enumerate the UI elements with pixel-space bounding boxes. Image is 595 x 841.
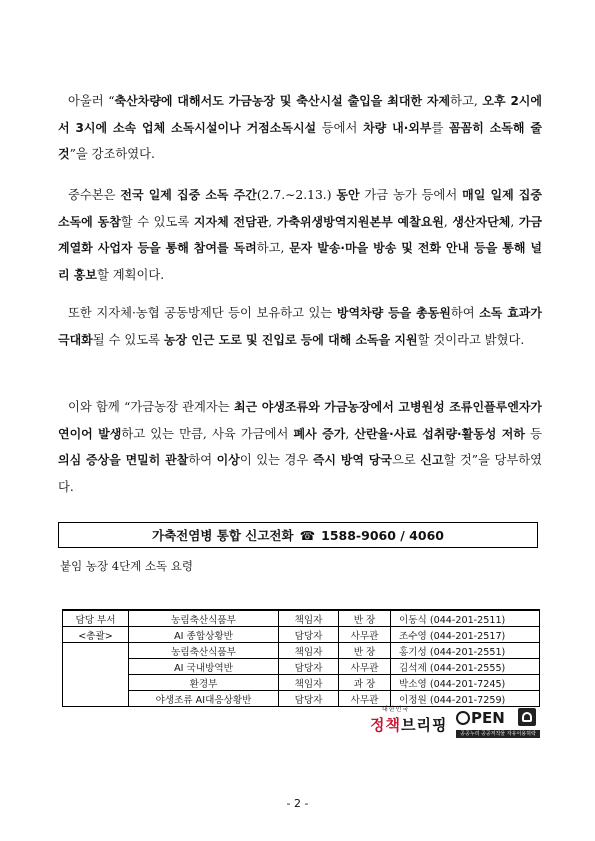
emphasis-text: 이상 — [216, 453, 240, 467]
emphasis-text: 방역차량 등을 총동원 — [336, 306, 451, 320]
attachment-line: 붙임 농장 4단계 소독 요령 — [60, 559, 194, 573]
body-text: , — [510, 214, 519, 229]
body-text: 으로 — [392, 453, 421, 467]
emphasis-text: 농장 인근 도로 및 진입로 등에 대해 소독을 지원 — [163, 332, 418, 347]
body-text: 할 계획이다. — [96, 267, 165, 282]
open-license-logo — [456, 706, 540, 740]
body-text: 하고, — [450, 94, 483, 108]
hotline-box — [58, 522, 538, 548]
body-text: 등에서 — [316, 120, 364, 135]
dept-empty — [63, 643, 129, 707]
paragraph-3 — [58, 300, 542, 353]
emphasis-text: 폐사 증가 — [293, 426, 346, 441]
body-text: 할 수 있도록 — [120, 214, 194, 229]
body-text: 하여 — [188, 453, 217, 467]
emphasis-text: 최근 야생조류와 가금농장에서 고병원성 조류인플루엔자가 연이어 발생 — [58, 400, 543, 441]
role-cell: 책임자 — [279, 643, 339, 659]
emphasis-text: 산란율·사료 섭취량·활동성 저하 — [354, 426, 525, 441]
person-cell: 홍기성 (044-201-2551) — [391, 643, 540, 659]
emphasis-text: 축산차량에 대해서도 가금농장 및 축산시설 출입을 최대한 자제 — [114, 94, 451, 108]
emphasis-text: 차량 내·외부 — [363, 120, 432, 135]
person-cell: 이동식 (044-201-2511) — [391, 610, 540, 627]
dept-label: 담당 부서 — [63, 610, 129, 627]
person-cell: 박소영 (044-201-7245) — [391, 675, 540, 691]
open-logo-word: PEN — [456, 709, 505, 727]
role-cell: 담당자 — [279, 691, 339, 707]
open-o-icon — [456, 711, 470, 725]
briefing-logo-text: 정책브리핑 — [370, 716, 448, 734]
table-row — [63, 627, 540, 643]
title-cell: 반 장 — [339, 643, 391, 659]
hotline-numbers: 1588-9060 / 4060 — [321, 527, 444, 543]
table-row — [63, 643, 540, 659]
emphasis-text: 생산자단체 — [452, 214, 511, 229]
table-row — [63, 675, 540, 691]
table-row — [63, 659, 540, 675]
emphasis-text: 지자체 전담관 — [193, 214, 269, 229]
body-text: 하여 — [450, 306, 480, 320]
body-text: (2.7.∼2.13.) — [256, 188, 337, 202]
body-text: 할 것이라고 밝혔다. — [417, 332, 525, 347]
title-cell: 과 장 — [339, 675, 391, 691]
emphasis-text: 전국 일제 집중 소독 주간 — [120, 188, 257, 202]
org-cell: AI 종합상황반 — [129, 627, 279, 643]
contacts-table — [62, 609, 540, 707]
emphasis-text: 소독 효과가 극대화 — [58, 306, 542, 347]
paragraph-1 — [58, 88, 542, 168]
emphasis-text: 의심 증상을 면밀히 관찰 — [58, 453, 189, 467]
hotline-label: 가축전염병 통합 신고전화 — [152, 528, 294, 543]
emphasis-text: 즉시 방역 당국 — [312, 453, 392, 467]
org-cell: 농림축산식품부 — [129, 610, 279, 627]
org-cell: 야생조류 AI대응상황반 — [129, 691, 279, 707]
body-text: 하고, — [256, 241, 290, 255]
body-text: , — [268, 214, 277, 229]
role-cell: 담당자 — [279, 659, 339, 675]
body-text: 이와 함께 “가금농장 관계자는 — [68, 400, 234, 414]
body-text: 가금 농가 등에서 — [359, 188, 463, 202]
org-cell: AI 국내방역반 — [129, 659, 279, 675]
role-cell: 책임자 — [279, 675, 339, 691]
body-text: 를 — [431, 120, 450, 135]
body-text: , — [345, 426, 355, 441]
briefing-logo-small-text: 대한민국 — [382, 706, 410, 713]
emphasis-text: 신고 — [420, 453, 444, 467]
emphasis-text: 동안 — [336, 188, 360, 202]
license-badge-icon — [518, 708, 536, 726]
page-number: - 2 - — [286, 797, 309, 810]
role-cell: 담당자 — [279, 627, 339, 643]
body-text: 이 있는 경우 — [239, 453, 313, 467]
body-text: ”을 강조하였다. — [69, 147, 155, 161]
org-cell: 농림축산식품부 — [129, 643, 279, 659]
title-cell: 사무관 — [339, 691, 391, 707]
paragraph-4 — [58, 394, 542, 500]
body-text: 등 — [525, 426, 543, 441]
person-cell: 이정원 (044-201-7259) — [391, 691, 540, 707]
emphasis-text: 가축위생방역지원본부 예찰요원 — [276, 214, 444, 229]
phone-icon: ☎ — [299, 527, 316, 543]
body-text: , — [443, 214, 453, 229]
policy-briefing-logo — [370, 704, 450, 742]
table-row — [63, 691, 540, 707]
org-cell: 환경부 — [129, 675, 279, 691]
dept-sub: <총괄> — [63, 627, 129, 643]
emphasis-text: 문자 발송·마을 방송 및 전화 안내 등을 통해 널리 홍보 — [58, 241, 543, 282]
title-cell: 사무관 — [339, 627, 391, 643]
title-cell: 사무관 — [339, 659, 391, 675]
body-text: 하고 있는 만큼, 사육 가금에서 — [121, 426, 294, 441]
emphasis-text: 오후 2시에서 3시에 소속 업체 소독시설이나 거점소독시설 — [58, 94, 542, 135]
body-text: 아울러 “ — [68, 94, 115, 108]
table-row — [63, 610, 540, 627]
emphasis-text: 꼼꼼히 소독해 줄 것 — [58, 120, 542, 161]
person-cell: 조수영 (044-201-2517) — [391, 627, 540, 643]
open-logo-strip: 공공누리 공공저작물 자유이용허락 — [456, 730, 540, 738]
paragraph-2 — [58, 182, 542, 288]
body-text: 될 수 있도록 — [92, 332, 164, 347]
emphasis-text: 매일 일제 집중 소독에 동참 — [58, 188, 542, 229]
body-text: 또한 지자체·농협 공동방제단 등이 보유하고 있는 — [68, 306, 337, 320]
person-cell: 김석제 (044-201-2555) — [391, 659, 540, 675]
title-cell: 반 장 — [339, 610, 391, 627]
body-text: 할 것”을 당부하였다. — [58, 453, 542, 494]
body-text: 중수본은 — [68, 188, 121, 202]
role-cell: 책임자 — [279, 610, 339, 627]
emphasis-text: 가금 계열화 사업자 등을 통해 참여를 독려 — [58, 214, 543, 255]
